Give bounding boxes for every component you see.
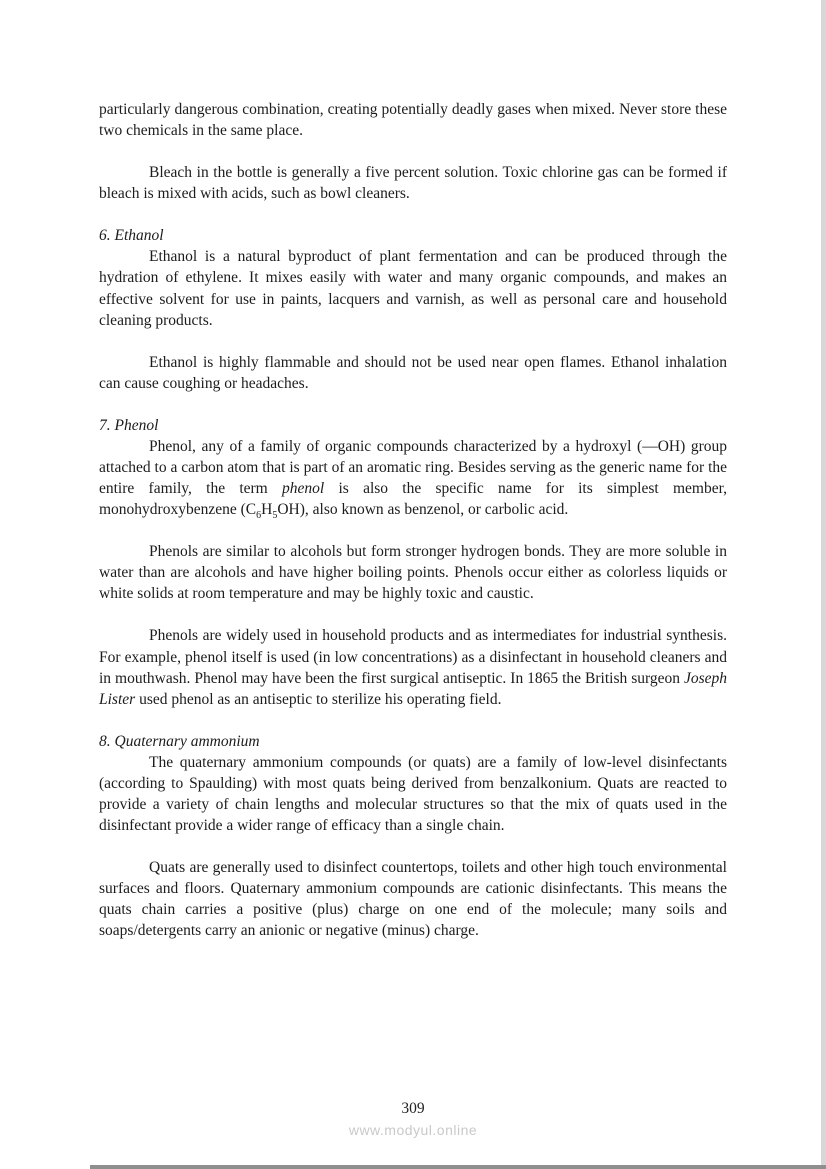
paragraph: Ethanol is a natural byproduct of plant fermentation and can be produced through the hydration of ethylene. It mixes easily with water and many organic compounds, and makes an effective solvent for use in paints, lacquers and varnish, as well as personal care and household cleaning products. — [99, 248, 727, 329]
paragraph: Phenol, any of a family of organic compounds characterized by a hydroxyl (—OH) group attached to a carbon atom that is part of an aromatic ring. Besides serving as the generic name for the entire family, the term phenol is also the specific name for its simplest member, monohydroxybenzene $(C_6H_5OH)$, also known as benzenol, or carbolic acid. — [99, 437, 728, 522]
paragraph: Quats are generally used to disinfect countertops, toilets and other high touch environmental surfaces and floors. Quaternary ammonium compounds are cationic disinfectants. This means the quats chain carries a positive (plus) charge on one end of the molecule; many soils and soaps/detergents carry an anionic or negative (minus) charge. — [99, 859, 727, 940]
watermark-text: www.modyul.online — [348, 1122, 478, 1138]
section-heading: 7. Phenol — [99, 416, 159, 434]
page-footer — [0, 1100, 826, 1138]
page-edge-right — [821, 0, 826, 1169]
paragraph: Phenols are similar to alcohols but form stronger hydrogen bonds. They are more soluble in water than are alcohols and have higher boiling points. Phenols occur either as colorless liquids or white solids at room temperature and may be highly toxic and caustic. — [99, 543, 727, 603]
paragraph: Bleach in the bottle is generally a five percent solution. Toxic chlorine gas can be formed if bleach is mixed with acids, such as bowl cleaners. — [99, 164, 727, 203]
page-number: 309 — [401, 1100, 425, 1117]
page-body — [99, 99, 727, 963]
section-heading: 6. Ethanol — [99, 227, 164, 245]
paragraph: Phenols are widely used in household products and as intermediates for industrial synthesis. For example, phenol itself is used (in low concentrations) as a disinfectant in household cleaners and in mouthwash. Phenol may have been the first surgical antiseptic. In 1865 the British surgeon Joseph Lister used phenol as an antiseptic to sterilize his operating field. — [99, 627, 727, 708]
paragraph: particularly dangerous combination, creating potentially deadly gases when mixed. Never store these two chemicals in the same place. — [99, 101, 727, 140]
page-edge-bottom — [90, 1165, 826, 1169]
paragraph: The quaternary ammonium compounds (or quats) are a family of low-level disinfectants (according to Spaulding) with most quats being derived from benzalkonium. Quats are reacted to provide a variety of chain lengths and molecular structures so that the mix of quats used in the disinfectant provide a wider range of efficacy than a single chain. — [99, 753, 727, 835]
paragraph: Ethanol is highly flammable and should not be used near open flames. Ethanol inhalation can cause coughing or headaches. — [99, 353, 727, 392]
section-heading: 8. Quaternary ammonium — [99, 732, 260, 750]
